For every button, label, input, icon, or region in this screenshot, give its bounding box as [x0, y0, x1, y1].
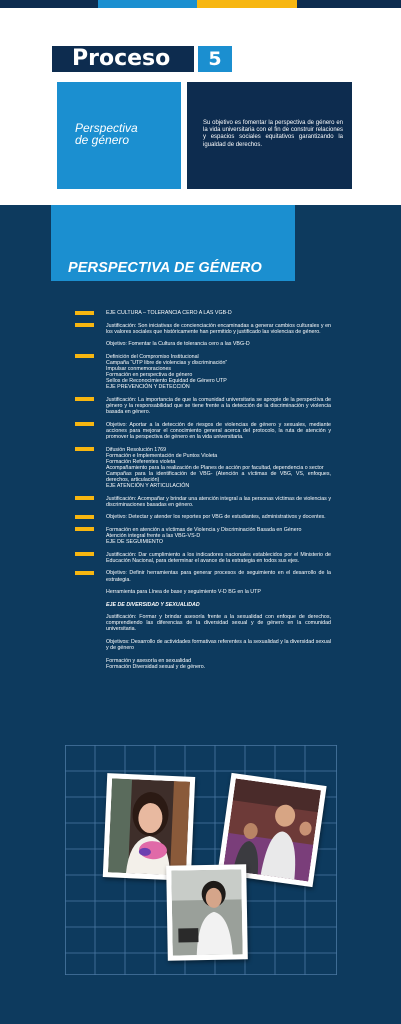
proceso-number-badge: 5 — [198, 46, 232, 72]
perspectiva-line1: Perspectiva — [75, 121, 138, 135]
item-text: Objetivo: Definir herramientas para generar procesos de seguimiento en el desarrollo de la estrategia. — [106, 570, 331, 583]
item-text: Justificación: La importancia de que la comunidad universitaria se apropie de la perspectiva de género y la responsabilidad que se tiene frente a la detección de la discriminación y violencia basada en género. — [106, 396, 331, 416]
objetivo-box — [187, 82, 352, 189]
list-item — [75, 422, 331, 440]
yellow-bullet-bar — [75, 311, 94, 315]
item-text: Campañas para la identificación de VBG- (Atención a víctimas de VBG, VS, enfoques, derechos, articulación) — [106, 470, 331, 483]
section-header-panel — [51, 205, 295, 281]
objetivo-text: Su objetivo es fomentar la perspectiva de género en la vida universitaria con el fin de construir relaciones y espacios sociales equitativos garantizando la igualdad de derechos. — [203, 120, 343, 148]
list-item — [75, 514, 331, 520]
item-text: Justificación: Son iniciativas de concienciación encaminadas a generar cambios culturales y en los valores sociales que históricamente han permitido y justificado las violencias de género. — [106, 322, 331, 335]
item-text: EJE PREVENCIÓN Y DETECCIÓN — [106, 384, 190, 391]
photo-woman-reading — [166, 864, 248, 960]
yellow-bullet-bar — [75, 323, 94, 327]
perspectiva-line2: de género — [75, 133, 130, 147]
perspectiva-box — [57, 82, 181, 189]
item-text: Justificación: Formar y brindar asesoría frente a la sexualidad con enfoque de derechos, comprendiendo las diferencias de la diversidad sexual y de género en la comunidad universitaria. — [106, 614, 331, 633]
item-text: Formación en perspectiva de género — [106, 372, 193, 379]
list-item — [75, 658, 331, 670]
section-title: PERSPECTIVA DE GÉNERO — [68, 260, 262, 276]
item-text: Formación e Implementación de Puntos Violeta — [106, 452, 218, 459]
photo-collage — [65, 745, 337, 975]
item-text: Justificación: Dar cumplimiento a los indicadores nacionales establecidos por el Ministerio de Educación Nacional, para determinar el avance de la estrategia en todos sus ejes. — [106, 551, 331, 564]
list-item — [75, 527, 331, 545]
yellow-bullet-bar — [75, 552, 94, 556]
yellow-bullet-bar — [75, 571, 94, 575]
yellow-bullet-bar — [75, 515, 94, 519]
item-text: Formación y asesoría en sexualidad — [106, 657, 192, 664]
item-text: Definición del Compromiso Institucional — [106, 353, 199, 360]
list-item — [75, 354, 331, 391]
item-text: Formación Referentes violeta — [106, 458, 176, 465]
list-item — [75, 552, 331, 564]
list-item — [75, 341, 331, 347]
yellow-bullet-bar — [75, 397, 94, 401]
item-text: Atención integral frente a las VBG-VS-D — [106, 533, 201, 540]
list-item — [75, 397, 331, 415]
item-text: Herramienta para Línea de base y seguimiento V-D BG en la UTP — [106, 589, 261, 596]
item-text: Objetivo: Detectar y atender los reportes por VBG de estudiantes, administrativos y docentes. — [106, 514, 326, 521]
item-text: Formación Diversidad sexual y de género. — [106, 663, 206, 670]
item-text: Impulsar conmemoraciones — [106, 366, 172, 373]
list-item — [75, 310, 331, 316]
top-color-stripe — [0, 0, 401, 8]
item-text: Objetivos: Desarrollo de actividades formativas referentes a la sexualidad y la diversidad sexual y de género — [106, 639, 331, 652]
item-text: Acompañamiento para la realización de Planes de acción por facultad, dependencia o sector — [106, 464, 324, 471]
item-list — [75, 310, 331, 676]
item-text: Objetivo: Aportar a la detección de riesgos de violencias de género y sexuales, mediante acciones para mejorar el conocimiento general acerca del protocolo, la ruta de atención y promover la perspectiva de género en la vida universitaria. — [106, 421, 331, 440]
list-item — [75, 570, 331, 582]
list-item — [75, 589, 331, 595]
proceso-header — [52, 46, 232, 72]
list-item — [75, 323, 331, 335]
list-item — [75, 602, 331, 608]
item-text: Difusión Resolución 1769 — [106, 446, 167, 453]
item-text: Formación en atención a víctimas de Violencia y Discriminación Basada en Género — [106, 526, 302, 533]
list-item — [75, 614, 331, 632]
yellow-bullet-bar — [75, 447, 94, 451]
yellow-bullet-bar — [75, 422, 94, 426]
item-text: Campaña “UTP libre de violencias y discriminación” — [106, 359, 228, 366]
proceso-title: Proceso — [52, 46, 194, 72]
item-text: EJE CULTURA – TOLERANCIA CERO A LAS VGB-D — [106, 310, 232, 316]
list-item — [75, 496, 331, 508]
item-text: EJE DE DIVERSIDAD Y SEXUALIDAD — [106, 601, 200, 608]
item-text: EJE ATENCIÓN Y ARTICULACIÓN — [106, 483, 190, 490]
yellow-bullet-bar — [75, 527, 94, 531]
item-text: Sellos de Reconocimiento Equidad de Género UTP — [106, 378, 227, 385]
yellow-bullet-bar — [75, 496, 94, 500]
yellow-bullet-bar — [75, 354, 94, 358]
item-text: EJE DE SEGUIMIENTO — [106, 539, 164, 546]
item-text: Objetivo: Fomentar la Cultura de tolerancia cero a las VBG-D — [106, 341, 250, 348]
list-item — [75, 639, 331, 651]
item-text: Justificación: Acompañar y brindar una atención integral a las personas víctimas de violencias y discriminaciones basadas en género. — [106, 495, 331, 508]
list-item — [75, 447, 331, 490]
